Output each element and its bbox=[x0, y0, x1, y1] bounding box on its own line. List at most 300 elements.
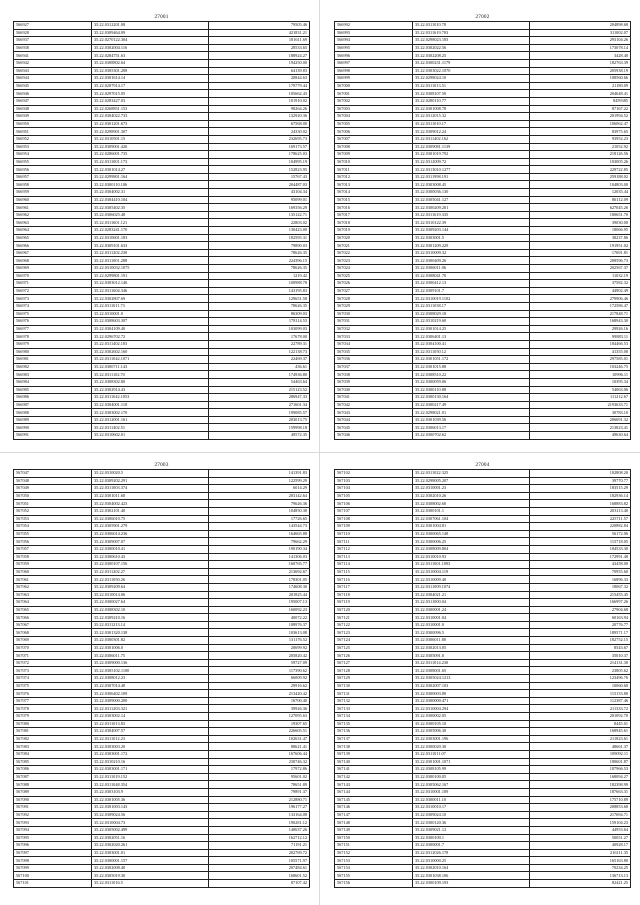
table-row bbox=[335, 22, 631, 30]
amount-cell: 87167.22 bbox=[530, 105, 631, 113]
record-number-cell: 567127 bbox=[335, 659, 413, 667]
table-row bbox=[335, 363, 631, 371]
parcel-code-cell: 35.22.0303012.146 bbox=[92, 280, 209, 288]
amount-cell: 86309.03 bbox=[209, 310, 310, 318]
table-row bbox=[14, 143, 310, 151]
amount-cell: 211823.61 bbox=[530, 735, 631, 743]
parcel-code-cell: 35.22.0301001.1071 bbox=[413, 758, 530, 766]
record-number-cell: 566982 bbox=[14, 363, 92, 371]
table-row bbox=[14, 826, 310, 834]
record-number-cell: 567075 bbox=[14, 682, 92, 690]
parcel-code-cell: 35.22.0311016.5 bbox=[92, 880, 209, 888]
sheet-panel-3 bbox=[13, 462, 310, 888]
amount-cell: 49572.35 bbox=[209, 432, 310, 440]
parcel-code-cell: 35.22.0302020.261 bbox=[92, 842, 209, 850]
record-number-cell: 566945 bbox=[14, 82, 92, 90]
table-row bbox=[14, 743, 310, 751]
record-number-cell: 566990 bbox=[14, 424, 92, 432]
parcel-code-cell: 35.22.0300020.30 bbox=[413, 743, 530, 751]
table-row bbox=[14, 371, 310, 379]
amount-cell: 130423.00 bbox=[209, 227, 310, 235]
record-number-cell: 567016 bbox=[335, 204, 413, 212]
amount-cell: 190190.34 bbox=[209, 545, 310, 553]
table-row bbox=[14, 591, 310, 599]
amount-cell: 211333.72 bbox=[530, 705, 631, 713]
table-row bbox=[335, 219, 631, 227]
parcel-code-cell: 35.22.0268851.153 bbox=[92, 105, 209, 113]
table-row bbox=[335, 128, 631, 136]
parcel-code-cell: 35.22.0311001.288 bbox=[92, 257, 209, 265]
record-number-cell: 567152 bbox=[335, 849, 413, 857]
amount-cell: 79890.03 bbox=[209, 242, 310, 250]
record-number-cell: 566981 bbox=[14, 356, 92, 364]
parcel-code-cell: 35.22.0311011.07 bbox=[413, 750, 530, 758]
amount-cell: 196177.27 bbox=[209, 804, 310, 812]
parcel-code-cell: 35.22.0311042.1071 bbox=[92, 356, 209, 364]
parcel-code-cell: 35.22.0310009.40 bbox=[413, 576, 530, 584]
table-row bbox=[14, 181, 310, 189]
parcel-code-cell: 35.22.0296702.72 bbox=[92, 333, 209, 341]
record-number-cell: 567129 bbox=[335, 675, 413, 683]
record-number-cell: 567063 bbox=[14, 591, 92, 599]
amount-cell: 87107.42 bbox=[209, 880, 310, 888]
parcel-code-cell: 35.22.0311038.17 bbox=[413, 302, 530, 310]
parcel-code-cell: 35.22.0310210.16 bbox=[92, 758, 209, 766]
amount-cell: 44902.49 bbox=[530, 287, 631, 295]
amount-cell: 39926.36 bbox=[209, 705, 310, 713]
record-number-cell: 567032 bbox=[335, 325, 413, 333]
table-row bbox=[335, 189, 631, 197]
record-number-cell: 567027 bbox=[335, 287, 413, 295]
amount-cell: 59727.09 bbox=[209, 659, 310, 667]
record-number-cell: 567018 bbox=[335, 219, 413, 227]
parcel-code-cell: 35.22.0305024.1213 bbox=[413, 675, 530, 683]
amount-cell: 141306.03 bbox=[209, 553, 310, 561]
parcel-code-cell: 35.22.0307061.104 bbox=[413, 515, 530, 523]
amount-cell: 182752.15 bbox=[530, 637, 631, 645]
record-number-cell: 567064 bbox=[14, 599, 92, 607]
parcel-code-cell: 35.22.0301614.14 bbox=[92, 75, 209, 83]
table-row bbox=[335, 864, 631, 872]
amount-cell: 213692.67 bbox=[209, 568, 310, 576]
amount-cell: 39770.77 bbox=[530, 477, 631, 485]
table-row bbox=[335, 713, 631, 721]
table-row bbox=[335, 538, 631, 546]
table-row bbox=[335, 75, 631, 83]
record-number-cell: 567020 bbox=[335, 234, 413, 242]
record-number-cell: 566927 bbox=[14, 22, 92, 30]
record-number-cell: 567113 bbox=[335, 553, 413, 561]
amount-cell: 103246.75 bbox=[530, 363, 631, 371]
parcel-code-cell: 35.22.0310001.109 bbox=[413, 788, 530, 796]
record-number-cell: 566991 bbox=[14, 432, 92, 440]
parcel-code-cell: 35.22.0310004.73 bbox=[92, 819, 209, 827]
parcel-code-cell: 35.22.0300101.1 bbox=[413, 507, 530, 515]
parcel-code-cell: 35.22.0301320.138 bbox=[92, 629, 209, 637]
amount-cell: 123496.76 bbox=[530, 675, 631, 683]
table-row bbox=[14, 553, 310, 561]
parcel-code-cell: 35.22.0308029.18 bbox=[413, 310, 530, 318]
amount-cell: 187663.31 bbox=[530, 788, 631, 796]
record-number-cell: 567069 bbox=[14, 637, 92, 645]
table-row bbox=[14, 576, 310, 584]
record-number-cell: 567057 bbox=[14, 545, 92, 553]
table-row bbox=[335, 386, 631, 394]
record-number-cell: 567134 bbox=[335, 713, 413, 721]
sheet-title: 27001 bbox=[154, 14, 169, 20]
table-row bbox=[14, 416, 310, 424]
table-row bbox=[14, 295, 310, 303]
record-number-cell: 567054 bbox=[14, 523, 92, 531]
record-number-cell: 566952 bbox=[14, 135, 92, 143]
parcel-code-cell: 35.22.0306011.75 bbox=[92, 652, 209, 660]
parcel-code-cell: 35.22.0300120.36 bbox=[413, 819, 530, 827]
sheet-title: 27003 bbox=[154, 462, 169, 468]
table-row bbox=[14, 265, 310, 273]
table-row bbox=[335, 583, 631, 591]
table-row bbox=[14, 788, 310, 796]
table-row bbox=[14, 318, 310, 326]
record-number-cell: 567092 bbox=[14, 811, 92, 819]
record-number-cell: 567076 bbox=[14, 690, 92, 698]
record-number-cell: 566947 bbox=[14, 97, 92, 105]
table-row bbox=[335, 181, 631, 189]
parcel-code-cell: 35.22.0308510.22 bbox=[413, 371, 530, 379]
parcel-code-cell: 35.22.0300702.62 bbox=[413, 432, 530, 440]
parcel-code-cell: 35.22.0312201.08 bbox=[92, 22, 209, 30]
parcel-code-cell: 35.22.0308105.99 bbox=[413, 766, 530, 774]
record-number-cell: 567153 bbox=[335, 857, 413, 865]
record-number-cell: 567015 bbox=[335, 196, 413, 204]
table-row bbox=[14, 249, 310, 257]
amount-cell: 43458.00 bbox=[530, 561, 631, 569]
parcel-code-cell: 35.22.0301008.78 bbox=[413, 105, 530, 113]
amount-cell: 279906.46 bbox=[530, 295, 631, 303]
record-number-cell: 567019 bbox=[335, 227, 413, 235]
parcel-code-cell: 35.22.0310001.23 bbox=[413, 485, 530, 493]
parcel-code-cell: 35.22.0310032.1075 bbox=[92, 265, 209, 273]
parcel-code-cell: 35.22.0311022.325 bbox=[413, 470, 530, 478]
record-number-cell: 567110 bbox=[335, 530, 413, 538]
amount-cell: 109092.11 bbox=[530, 750, 631, 758]
parcel-code-cell: 35.22.0300003.80 bbox=[413, 690, 530, 698]
amount-cell: 19307.65 bbox=[209, 720, 310, 728]
amount-cell: 159998.18 bbox=[209, 424, 310, 432]
table-row bbox=[335, 690, 631, 698]
record-number-cell: 567087 bbox=[14, 773, 92, 781]
record-number-cell: 567041 bbox=[335, 394, 413, 402]
amount-cell: 11032.19 bbox=[530, 272, 631, 280]
table-row bbox=[335, 234, 631, 242]
parcel-code-cell: 35.22.0309001.426 bbox=[92, 143, 209, 151]
amount-cell: 20776.77 bbox=[530, 621, 631, 629]
amount-cell: 201825.44 bbox=[209, 591, 310, 599]
parcel-code-cell: 35.22.0312009.72 bbox=[413, 158, 530, 166]
table-row bbox=[335, 227, 631, 235]
record-number-cell: 567135 bbox=[335, 720, 413, 728]
sheet-panel-2 bbox=[334, 14, 631, 440]
table-row bbox=[14, 97, 310, 105]
parcel-code-cell: 35.22.0311601.121 bbox=[92, 219, 209, 227]
amount-cell: 22803.02 bbox=[209, 219, 310, 227]
amount-cell: 178625.03 bbox=[209, 151, 310, 159]
table-row bbox=[335, 750, 631, 758]
table-row bbox=[335, 773, 631, 781]
amount-cell: 8543.67 bbox=[530, 644, 631, 652]
record-number-cell: 567082 bbox=[14, 735, 92, 743]
record-number-cell: 567103 bbox=[335, 477, 413, 485]
parcel-code-cell: 35.22.0300001.7 bbox=[413, 842, 530, 850]
parcel-code-cell: 35.22.0301051.172 bbox=[413, 356, 530, 364]
record-number-cell: 567126 bbox=[335, 652, 413, 660]
record-number-cell: 566955 bbox=[14, 158, 92, 166]
record-number-cell: 567089 bbox=[14, 788, 92, 796]
parcel-code-cell: 35.22.0309024.10 bbox=[413, 811, 530, 819]
amount-cell: 29916.62 bbox=[209, 682, 310, 690]
parcel-code-cell: 35.22.0308802.64 bbox=[92, 59, 209, 67]
record-number-cell: 567068 bbox=[14, 629, 92, 637]
amount-cell: 168094.27 bbox=[530, 773, 631, 781]
table-row bbox=[14, 880, 310, 888]
record-number-cell: 567048 bbox=[14, 477, 92, 485]
record-number-cell: 567102 bbox=[335, 470, 413, 478]
parcel-code-cell: 35.22.0300105.10 bbox=[413, 720, 530, 728]
record-number-cell: 567156 bbox=[335, 880, 413, 888]
table-row bbox=[14, 363, 310, 371]
table-row bbox=[335, 302, 631, 310]
table-row bbox=[14, 811, 310, 819]
amount-cell: 24330.02 bbox=[209, 128, 310, 136]
record-number-cell: 567036 bbox=[335, 356, 413, 364]
amount-cell: 49630.64 bbox=[530, 432, 631, 440]
parcel-code-cell: 35.22.0301005.36 bbox=[92, 796, 209, 804]
amount-cell: 172991.48 bbox=[530, 553, 631, 561]
record-number-cell: 566963 bbox=[14, 219, 92, 227]
amount-cell: 166997.26 bbox=[530, 599, 631, 607]
record-number-cell: 567073 bbox=[14, 667, 92, 675]
table-row bbox=[14, 22, 310, 30]
parcel-code-cell: 35.22.0305062.167 bbox=[413, 781, 530, 789]
table-row bbox=[14, 750, 310, 758]
record-number-cell: 566977 bbox=[14, 325, 92, 333]
parcel-code-cell: 35.22.0305041.127 bbox=[413, 196, 530, 204]
table-row bbox=[14, 409, 310, 417]
record-number-cell: 566966 bbox=[14, 242, 92, 250]
record-number-cell: 567137 bbox=[335, 735, 413, 743]
table-row bbox=[335, 652, 631, 660]
table-row bbox=[14, 52, 310, 60]
table-row bbox=[14, 113, 310, 121]
table-row bbox=[335, 143, 631, 151]
amount-cell: 204648.41 bbox=[530, 90, 631, 98]
record-number-cell: 567005 bbox=[335, 120, 413, 128]
table-row bbox=[335, 90, 631, 98]
record-number-cell: 566997 bbox=[335, 59, 413, 67]
data-table bbox=[13, 21, 310, 440]
table-row bbox=[335, 591, 631, 599]
table-row bbox=[14, 485, 310, 493]
table-row bbox=[335, 735, 631, 743]
table-row bbox=[14, 37, 310, 45]
record-number-cell: 567150 bbox=[335, 834, 413, 842]
record-number-cell: 567119 bbox=[335, 599, 413, 607]
parcel-code-cell: 35.22.0311213.14 bbox=[92, 621, 209, 629]
parcel-code-cell: 35.22.0297015.05 bbox=[92, 90, 209, 98]
amount-cell: 30783.10 bbox=[530, 409, 631, 417]
record-number-cell: 566957 bbox=[14, 173, 92, 181]
amount-cell: 122599.29 bbox=[209, 477, 310, 485]
table-row bbox=[14, 515, 310, 523]
amount-cell: 35010.37 bbox=[530, 652, 631, 660]
table-row bbox=[335, 59, 631, 67]
table-row bbox=[14, 44, 310, 52]
record-number-cell: 566942 bbox=[14, 59, 92, 67]
amount-cell: 208853.68 bbox=[530, 804, 631, 812]
table-row bbox=[14, 219, 310, 227]
parcel-code-cell: 35.22.0311402.51 bbox=[92, 424, 209, 432]
amount-cell: 293104.26 bbox=[530, 37, 631, 45]
parcel-code-cell: 35.22.0300001.157 bbox=[92, 857, 209, 865]
amount-cell: 311002.07 bbox=[530, 29, 631, 37]
table-row bbox=[14, 507, 310, 515]
table-row bbox=[14, 705, 310, 713]
record-number-cell: 567055 bbox=[14, 530, 92, 538]
parcel-code-cell: 35.22.0310602.01 bbox=[92, 432, 209, 440]
record-number-cell: 566959 bbox=[14, 189, 92, 197]
amount-cell: 22469.37 bbox=[209, 356, 310, 364]
amount-cell: 78626.35 bbox=[209, 302, 310, 310]
table-row bbox=[14, 166, 310, 174]
parcel-code-cell: 35.22.0304021.21 bbox=[413, 591, 530, 599]
parcel-code-cell: 35.22.0311048.354 bbox=[92, 781, 209, 789]
parcel-code-cell: 35.22.0303001.172 bbox=[92, 750, 209, 758]
record-number-cell: 566953 bbox=[14, 143, 92, 151]
parcel-code-cell: 35.22.0304002.423 bbox=[92, 500, 209, 508]
amount-cell: 105662.43 bbox=[209, 90, 310, 98]
parcel-code-cell: 35.22.0303001.5 bbox=[413, 234, 530, 242]
parcel-code-cell: 35.22.0302208.25 bbox=[413, 52, 530, 60]
amount-cell: 168883.82 bbox=[530, 500, 631, 508]
table-row bbox=[335, 310, 631, 318]
parcel-code-cell: 35.22.0306011.06 bbox=[413, 265, 530, 273]
parcel-code-cell: 35.22.0311011.73 bbox=[92, 302, 209, 310]
table-row bbox=[14, 151, 310, 159]
parcel-code-cell: 35.22.0298023.183 bbox=[413, 37, 530, 45]
table-row bbox=[335, 97, 631, 105]
amount-cell: 18066.95 bbox=[530, 227, 631, 235]
amount-cell: 174936.80 bbox=[209, 371, 310, 379]
table-row bbox=[335, 766, 631, 774]
record-number-cell: 567043 bbox=[335, 409, 413, 417]
parcel-code-cell: 35.22.0304022.733 bbox=[92, 113, 209, 121]
parcel-code-cell: 35.22.0300011.10 bbox=[413, 796, 530, 804]
parcel-code-cell: 35.22.0287914.17 bbox=[92, 82, 209, 90]
amount-cell: 8459385 bbox=[530, 97, 631, 105]
amount-cell: 226605.51 bbox=[209, 728, 310, 736]
table-row bbox=[335, 470, 631, 478]
record-number-cell: 567090 bbox=[14, 796, 92, 804]
parcel-code-cell: 35.22.0300100.1 bbox=[413, 834, 530, 842]
amount-cell: 106062.47 bbox=[530, 120, 631, 128]
parcel-code-cell: 35.22.0304007.57 bbox=[92, 728, 209, 736]
amount-cell: 190281.12 bbox=[209, 819, 310, 827]
parcel-code-cell: 35.22.0300110.106 bbox=[92, 181, 209, 189]
amount-cell: 6014.29 bbox=[209, 485, 310, 493]
record-number-cell: 567086 bbox=[14, 766, 92, 774]
record-number-cell: 567025 bbox=[335, 272, 413, 280]
record-number-cell: 567141 bbox=[335, 766, 413, 774]
table-row bbox=[335, 811, 631, 819]
parcel-code-cell: 35.22.0300610.43 bbox=[92, 553, 209, 561]
amount-cell: 115133.80 bbox=[530, 690, 631, 698]
amount-cell: 143195.83 bbox=[209, 287, 310, 295]
parcel-code-cell: 35.22.0311050.26 bbox=[92, 576, 209, 584]
table-row bbox=[335, 667, 631, 675]
record-number-cell: 566941 bbox=[14, 52, 92, 60]
amount-cell: 259188.02 bbox=[530, 173, 631, 181]
parcel-code-cell: 35.22.0311012.23 bbox=[92, 735, 209, 743]
amount-cell: 229722.85 bbox=[530, 166, 631, 174]
amount-cell: 20699.92 bbox=[209, 644, 310, 652]
record-number-cell: 567112 bbox=[335, 545, 413, 553]
parcel-code-cell: 35.22.0301003.143 bbox=[92, 804, 209, 812]
amount-cell: 168945.61 bbox=[530, 728, 631, 736]
table-row bbox=[335, 872, 631, 880]
record-number-cell: 566979 bbox=[14, 340, 92, 348]
parcel-code-cell: 35.22.0310122.39 bbox=[413, 219, 530, 227]
parcel-code-cell: 35.22.0311010.78 bbox=[413, 22, 530, 30]
amount-cell: 178114.53 bbox=[209, 318, 310, 326]
record-number-cell: 567136 bbox=[335, 728, 413, 736]
record-number-cell: 567095 bbox=[14, 834, 92, 842]
record-number-cell: 567010 bbox=[335, 158, 413, 166]
amount-cell: 159104.23 bbox=[530, 819, 631, 827]
parcel-code-cell: 35.22.0311402.183 bbox=[92, 340, 209, 348]
parcel-code-cell: 35.22.0305901.279 bbox=[92, 523, 209, 531]
record-number-cell: 567074 bbox=[14, 675, 92, 683]
amount-cell: 78651.89 bbox=[209, 781, 310, 789]
parcel-code-cell: 35.22.0301006.0 bbox=[92, 644, 209, 652]
parcel-code-cell: 35.22.0298021.01 bbox=[413, 409, 530, 417]
record-number-cell: 567148 bbox=[335, 819, 413, 827]
amount-cell: 131176.52 bbox=[209, 637, 310, 645]
table-row bbox=[14, 804, 310, 812]
parcel-code-cell: 35.22.0310020.5 bbox=[92, 470, 209, 478]
amount-cell: 79891.37 bbox=[209, 788, 310, 796]
amount-cell: 194250.00 bbox=[209, 59, 310, 67]
table-row bbox=[335, 728, 631, 736]
parcel-code-cell: 35.22.0308302.10 bbox=[92, 606, 209, 614]
table-row bbox=[14, 561, 310, 569]
record-number-cell: 566960 bbox=[14, 196, 92, 204]
parcel-code-cell: 35.22.0306011.80 bbox=[413, 637, 530, 645]
parcel-code-cell: 35.22.0308302.80 bbox=[92, 378, 209, 386]
amount-cell: 220882.84 bbox=[530, 523, 631, 531]
amount-cell: 28533.65 bbox=[209, 44, 310, 52]
table-row bbox=[14, 105, 310, 113]
record-number-cell: 567140 bbox=[335, 758, 413, 766]
table-row bbox=[14, 849, 310, 857]
table-row bbox=[335, 135, 631, 143]
record-number-cell: 566969 bbox=[14, 265, 92, 273]
parcel-code-cell: 35.22.0300217.49 bbox=[413, 401, 530, 409]
amount-cell: 202567.37 bbox=[530, 265, 631, 273]
record-number-cell: 567017 bbox=[335, 211, 413, 219]
parcel-code-cell: 35.22.0302051.16 bbox=[92, 834, 209, 842]
parcel-code-cell: 35.22.0311001.173 bbox=[92, 158, 209, 166]
amount-cell: 18067.32 bbox=[530, 583, 631, 591]
amount-cell: 21180.09 bbox=[530, 82, 631, 90]
